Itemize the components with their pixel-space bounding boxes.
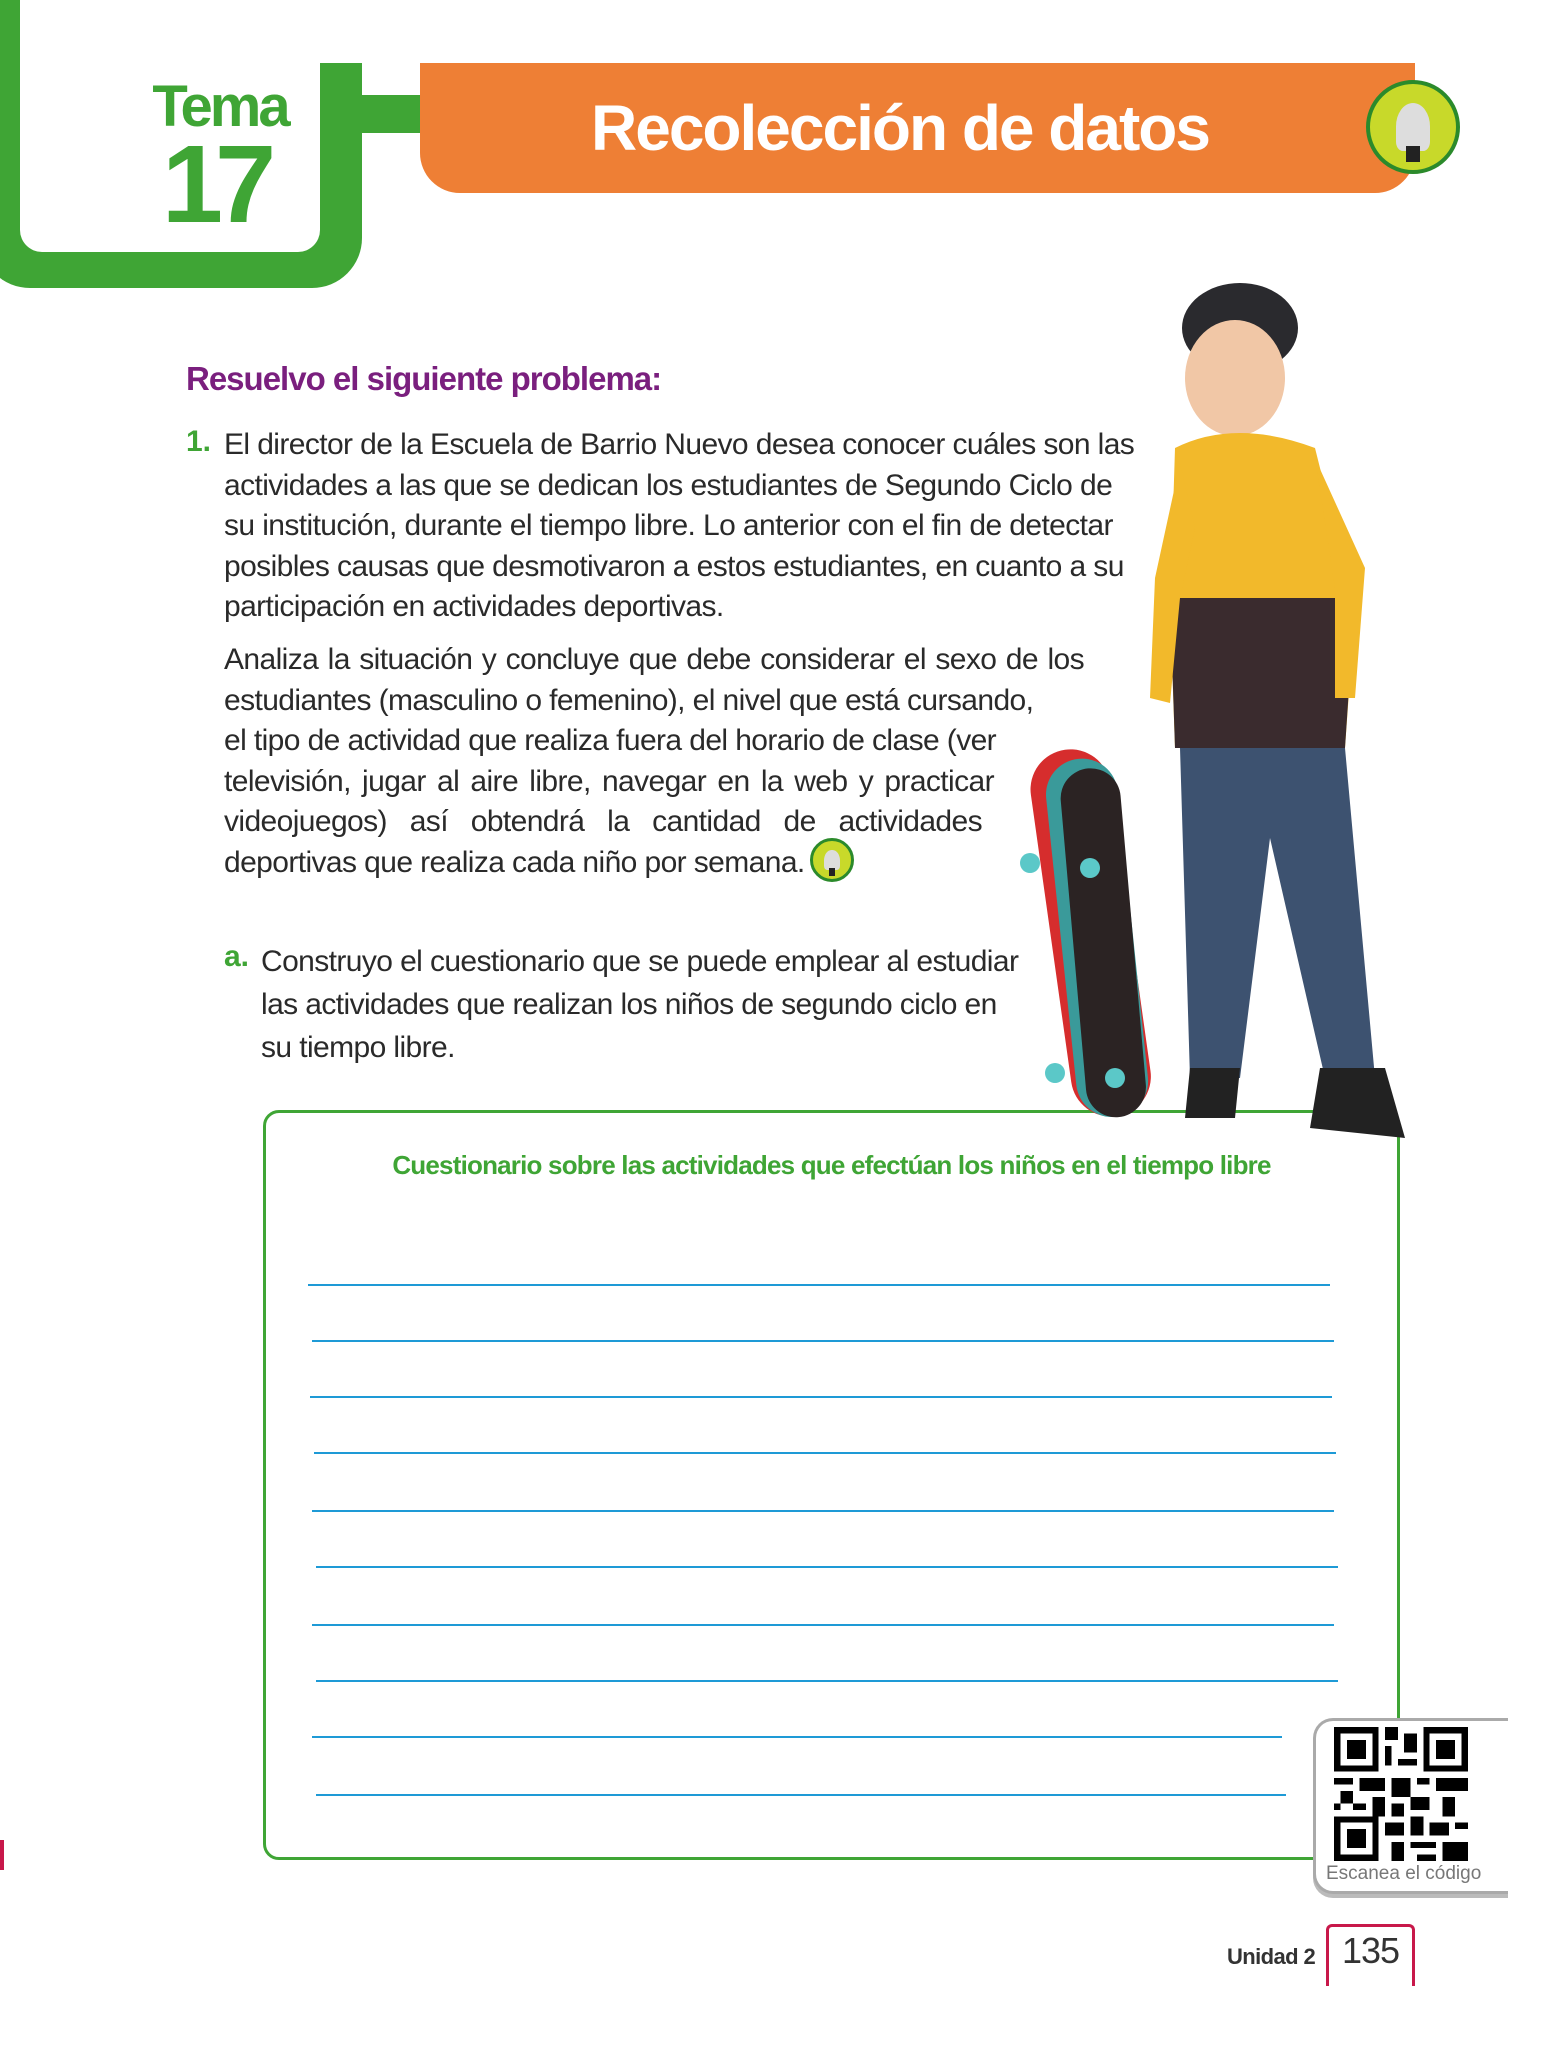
paragraph-line: televisión, jugar al aire libre, navegar en la web y practicar bbox=[224, 764, 994, 798]
edge-mark bbox=[0, 1840, 4, 1870]
answer-line[interactable] bbox=[310, 1396, 1332, 1398]
item-a-text: Construyo el cuestionario que se puede emplear al estudiar las actividades que realizan los niños de segundo ciclo en su tiempo libre. bbox=[261, 945, 1019, 1064]
unit-label: Unidad 2 bbox=[1227, 1944, 1316, 1969]
paragraph-line: deportivas que realiza cada niño por semana. bbox=[224, 845, 805, 879]
tema-frame-gap bbox=[320, 0, 362, 63]
tema-number: 17 bbox=[161, 123, 269, 246]
lightbulb-pencil-icon bbox=[1366, 80, 1460, 174]
answer-line[interactable] bbox=[316, 1794, 1286, 1796]
qr-code-icon[interactable] bbox=[1333, 1727, 1469, 1861]
qr-caption: Escanea el código bbox=[1326, 1863, 1482, 1884]
answer-line[interactable] bbox=[314, 1452, 1336, 1454]
answer-line[interactable] bbox=[312, 1340, 1334, 1342]
tema-label: Tema bbox=[152, 74, 288, 139]
paragraph-line: Analiza la situación y concluye que debe considerar el sexo de los bbox=[224, 643, 1084, 676]
problem-paragraph-1: El director de la Escuela de Barrio Nuevo desea conocer cuáles son las actividades a las que se dedican los estudiantes de Segundo Ciclo de su institución, durante el tiempo libre. Lo anterior con el fin de detectar posibles causas que desmotivaron a estos estudiantes, en cuanto a su participación en actividades deportivas. bbox=[224, 428, 1135, 623]
answer-line[interactable] bbox=[312, 1624, 1334, 1626]
questionnaire-title: Cuestionario sobre las actividades que efectúan los niños en el tiempo libre bbox=[392, 1150, 1271, 1180]
page-number: 135 bbox=[1341, 1930, 1400, 1971]
problem-number: 1. bbox=[186, 425, 212, 458]
paragraph-line: videojuegos) así obtendrá la cantidad de actividades bbox=[224, 805, 982, 838]
answer-line[interactable] bbox=[316, 1566, 1338, 1568]
answer-line[interactable] bbox=[316, 1680, 1338, 1682]
problem-paragraph-2 bbox=[224, 640, 1084, 883]
questionnaire-box bbox=[263, 1110, 1400, 1860]
paragraph-line: el tipo de actividad que realiza fuera del horario de clase (ver bbox=[224, 724, 997, 757]
page-title: Recolección de datos bbox=[591, 92, 1209, 164]
paragraph-line: estudiantes (masculino o femenino), el nivel que está cursando, bbox=[224, 683, 1034, 717]
answer-line[interactable] bbox=[312, 1736, 1282, 1738]
item-letter: a. bbox=[224, 940, 250, 973]
answer-line[interactable] bbox=[308, 1284, 1330, 1286]
section-heading: Resuelvo el siguiente problema: bbox=[186, 360, 662, 397]
answer-line[interactable] bbox=[312, 1510, 1334, 1512]
